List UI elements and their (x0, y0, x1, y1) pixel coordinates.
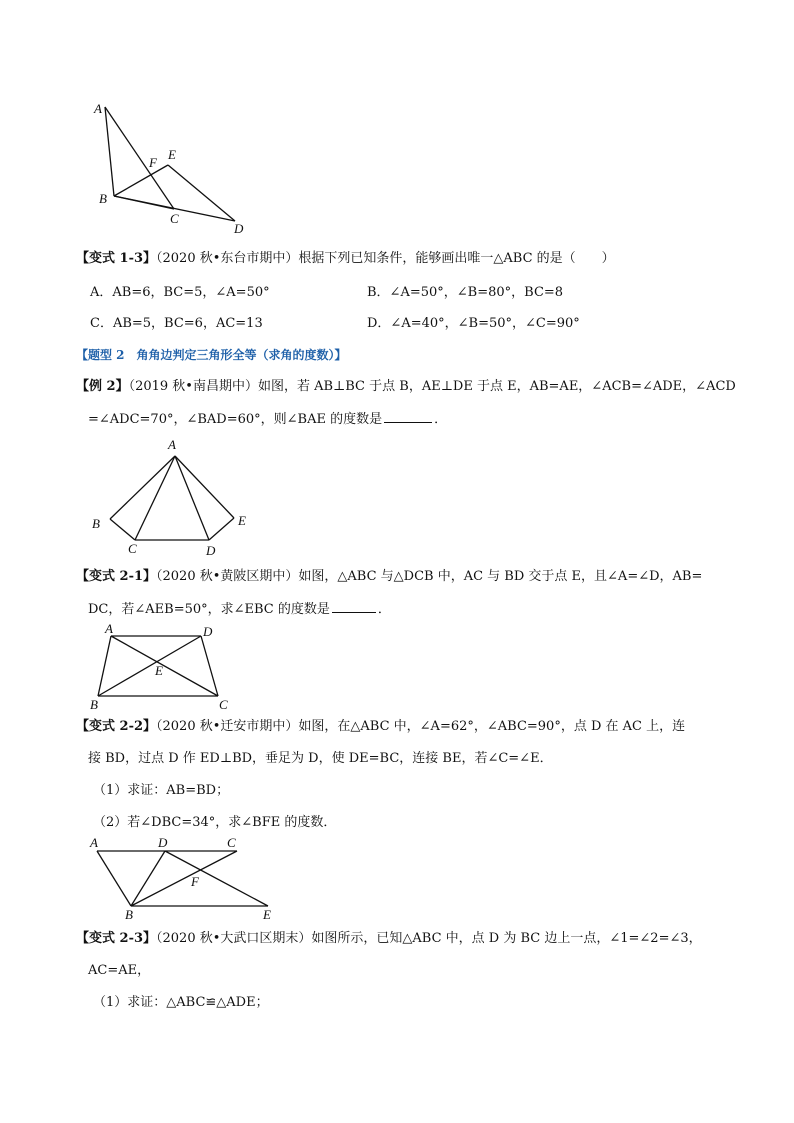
label-E: E (263, 907, 271, 922)
variant-2-1-period: ． (377, 602, 391, 617)
example-2-tag: 【例 2】 (76, 379, 129, 394)
label-D: D (206, 543, 216, 558)
label-E: E (238, 513, 246, 528)
example-2-text-1: （2019 秋•南昌期中）如图，若 AB⊥BC 于点 B，AE⊥DE 于点 E，AB=AE，∠ACB=∠ADE，∠ACD (128, 379, 736, 394)
option-a: A．AB=6，BC=5，∠A=50° (90, 285, 270, 300)
label-A: A (168, 437, 176, 452)
label-B: B (92, 516, 100, 531)
variant-1-3-text: （2020 秋•东台市期中）根据下列已知条件，能够画出唯一△ABC 的是（ ） (156, 251, 615, 266)
variant-1-3-stem (76, 250, 615, 268)
label-F: F (149, 155, 157, 170)
variant-2-2-question-2: （2）若∠DBC=34°，求∠BFE 的度数． (93, 815, 337, 830)
option-b: B．∠A=50°，∠B=80°，BC=8 (367, 285, 564, 300)
label-B: B (90, 697, 98, 712)
label-C: C (227, 835, 236, 850)
variant-2-3-text-1: （2020 秋•大武口区期末）如图所示，已知△ABC 中，点 D 为 BC 边上一点，∠1=∠2=∠3， (156, 931, 702, 946)
variant-2-3-tag: 【变式 2-3】 (76, 931, 157, 946)
answer-blank (332, 600, 376, 613)
option-d: D．∠A=40°，∠B=50°，∠C=90° (367, 316, 580, 331)
option-c: C．AB=5，BC=6，AC=13 (90, 316, 263, 331)
label-C: C (128, 541, 137, 556)
label-D: D (158, 835, 168, 850)
label-D: D (203, 624, 213, 639)
label-A: A (90, 835, 98, 850)
variant-2-3-line-1 (76, 930, 702, 948)
label-C: C (219, 697, 228, 712)
example-2-period: ． (434, 412, 448, 427)
variant-2-1-text-1: （2020 秋•黄陂区期中）如图，△ABC 与△DCB 中，AC 与 BD 交于点 E，且∠A=∠D，AB= (156, 569, 703, 584)
variant-2-1-line-1 (76, 568, 702, 586)
label-A: A (105, 621, 113, 636)
variant-2-2-question-1: （1）求证：AB=BD； (93, 783, 230, 798)
variant-2-1-line-2 (88, 600, 391, 619)
label-E: E (155, 663, 163, 678)
variant-2-3-question-1: （1）求证：△ABC≌△ADE； (93, 995, 269, 1010)
label-B: B (125, 907, 133, 922)
label-B: B (99, 191, 107, 206)
variant-2-2-line-1 (76, 718, 685, 736)
topic-2-heading: 【题型 2 角角边判定三角形全等（求角的度数）】 (76, 348, 347, 362)
variant-2-1-tag: 【变式 2-1】 (76, 569, 157, 584)
label-F: F (191, 874, 199, 889)
variant-1-3-tag: 【变式 1-3】 (76, 251, 157, 266)
answer-blank (384, 410, 432, 423)
figure-3-trapezoid (88, 622, 248, 714)
label-E: E (168, 147, 176, 162)
variant-2-2-tag: 【变式 2-2】 (76, 719, 157, 734)
label-C: C (170, 211, 179, 226)
example-2-line-1 (76, 378, 736, 396)
label-A: A (94, 101, 102, 116)
figure-1-triangles (90, 95, 260, 240)
figure-4-quadrilateral (88, 834, 288, 924)
variant-2-3-line-2: AC=AE， (88, 963, 151, 978)
example-2-text-2: =∠ADC=70°，∠BAD=60°，则∠BAE 的度数是 (88, 412, 383, 427)
variant-2-1-text-2: DC，若∠AEB=50°，求∠EBC 的度数是 (88, 602, 330, 617)
variant-2-2-text-1: （2020 秋•迁安市期中）如图，在△ABC 中，∠A=62°，∠ABC=90°，点 D 在 AC 上，连 (156, 719, 686, 734)
label-D: D (234, 221, 244, 236)
variant-2-2-line-2: 接 BD，过点 D 作 ED⊥BD，垂足为 D，使 DE=BC，连接 BE，若∠C=∠E． (88, 751, 553, 766)
figure-2-pentagon (88, 435, 258, 560)
example-2-line-2 (88, 410, 447, 429)
